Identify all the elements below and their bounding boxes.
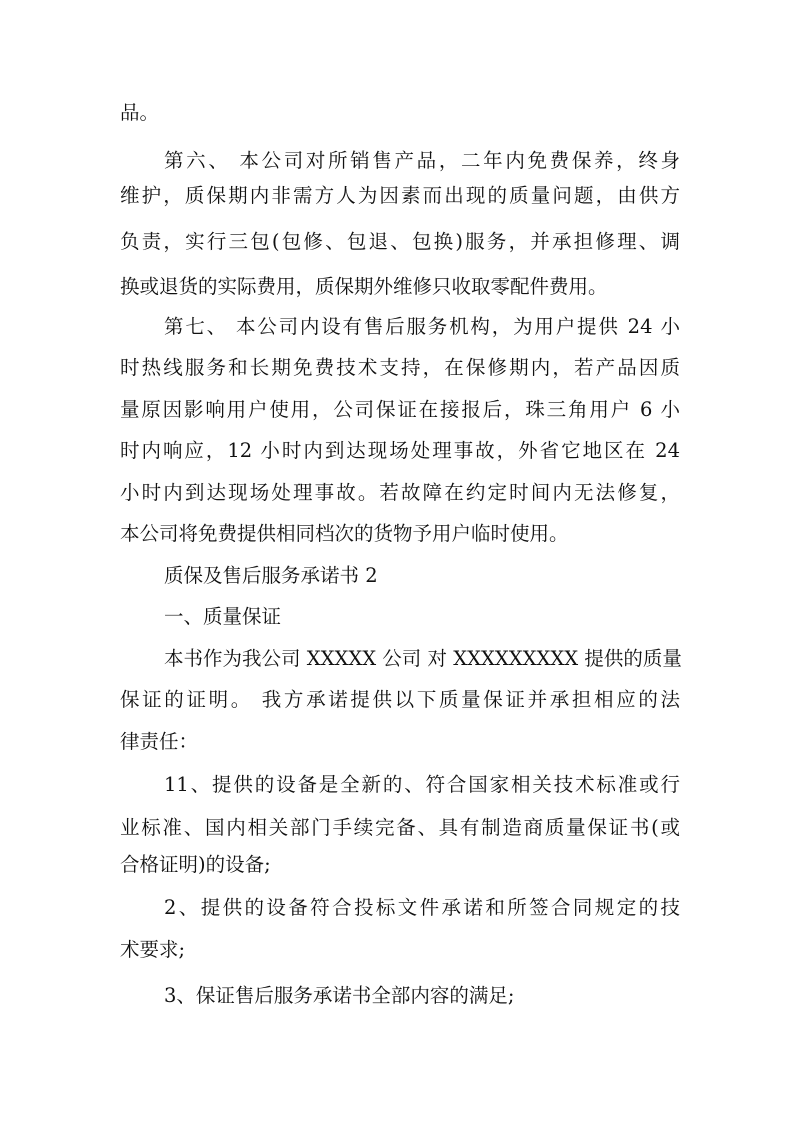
text-line: 本公司将免费提供相同档次的货物予用户临时使用。 [120,522,569,545]
text-line: 第七、 本公司内设有售后服务机构，为用户提供 24 小 [164,315,680,338]
text-line: 换或退货的实际费用，质保期外维修只收取零配件费用。 [120,275,608,298]
text-line: 时热线服务和长期免费技术支持，在保修期内，若产品因质 [120,356,680,379]
text-line: 品。 [120,101,160,124]
text-line: 术要求; [120,938,186,961]
text-line: 第六、 本公司对所销售产品，二年内免费保养，终身 [164,149,680,172]
text-line: 时内响应，12 小时内到达现场处理事故，外省它地区在 24 [120,439,680,462]
text-line: 本书作为我公司 XXXXX 公司 对 XXXXXXXXX 提供的质量 [164,647,682,670]
text-line: 负责，实行三包(包修、包退、包换)服务，并承担修理、调 [120,230,680,253]
text-line: 保证的证明。 我方承诺提供以下质量保证并承担相应的法 [120,688,680,711]
text-line: 2、提供的设备符合投标文件承诺和所签合同规定的技 [164,896,680,919]
section-title: 质保及售后服务承诺书 2 [164,564,378,587]
text-line: 3、保证售后服务承诺书全部内容的满足; [164,984,515,1007]
text-line: 合格证明)的设备; [120,853,271,876]
text-line: 量原因影响用户使用，公司保证在接报后，珠三角用户 6 小 [120,398,680,421]
section-heading: 一、质量保证 [164,605,282,628]
text-line: 维护，质保期内非需方人为因素而出现的质量问题，由供方 [120,184,680,207]
text-line: 11、提供的设备是全新的、符合国家相关技术标准或行 [164,773,680,796]
text-line: 小时内到达现场处理事故。若故障在约定时间内无法修复， [120,481,680,504]
text-line: 业标准、国内相关部门手续完备、具有制造商质量保证书(或 [120,816,680,839]
text-line: 律责任： [120,730,199,753]
